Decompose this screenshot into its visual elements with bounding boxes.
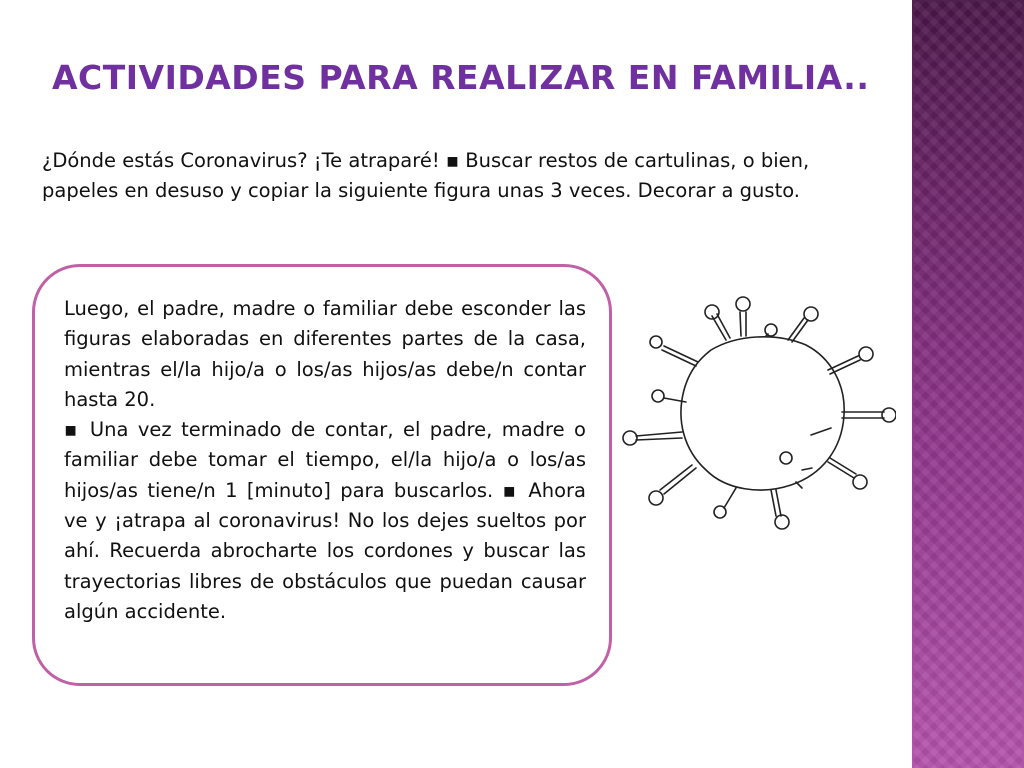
slide-title: ACTIVIDADES PARA REALIZAR EN FAMILIA.. [52,58,870,97]
coronavirus-icon [616,290,896,540]
box-paragraph-2: ▪ Una vez terminado de contar, el padre, madre o familiar debe tomar el tiempo, el/la hijo/a o los/as hijos/as tiene/n 1 [minuto] para buscarlos. ▪ Ahora ve y ¡atrapa al coronavirus! No los dejes sueltos por ahí. Recuerda abrocharte los cordones y buscar las trayectorias libres de obstáculos que puedan causar algún accidente. [64,418,586,623]
box-text [64,294,586,627]
box-paragraph-1: Luego, el padre, madre o familiar debe esconder las figuras elaboradas en diferentes partes de la casa, mientras el/la hijo/a o los/as hijos/as debe/n contar hasta 20. [64,297,586,411]
intro-text: ¿Dónde estás Coronavirus? ¡Te atraparé! ▪ Buscar restos de cartulinas, o bien, papeles en desuso y copiar la siguiente figura unas 3 veces. Decorar a gusto. [42,149,810,202]
decorative-side-band [912,0,1024,768]
